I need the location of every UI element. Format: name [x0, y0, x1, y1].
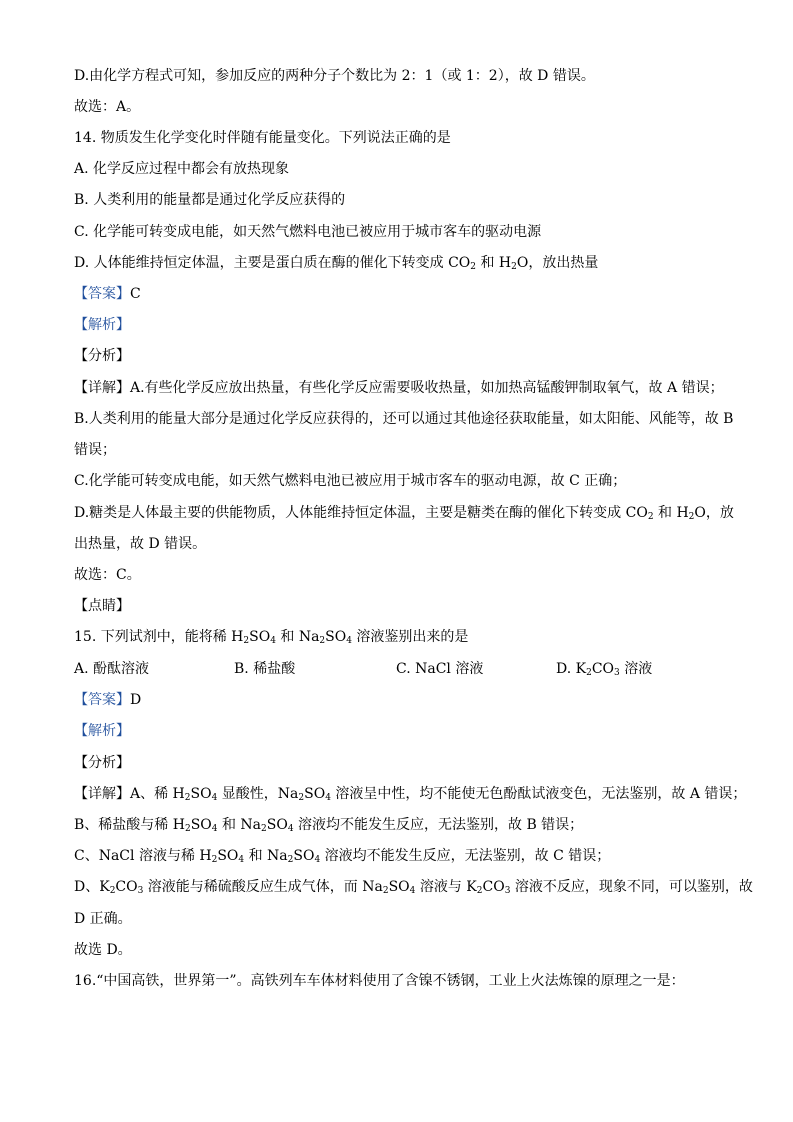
explanation-line: 【详解】A.有些化学反应放出热量，有些化学反应需要吸收热量，如加热高锰酸钾制取氧气，故 A 错误；: [74, 380, 724, 396]
detail-tag: 【详解】: [74, 380, 130, 396]
option-c: C. 化学能可转变成电能，如天然气燃料电池已被应用于城市客车的驱动电源: [74, 224, 542, 240]
explanation-line: 出热量，故 D 错误。: [74, 536, 207, 552]
text-line: 故选：A。: [74, 99, 141, 115]
explanation-line: 错误；: [74, 442, 116, 458]
explanation-line: D.糖类是人体最主要的供能物质，人体能维持恒定体温，主要是糖类在酶的催化下转变成 $CO_2$ 和 $H_2O$，放: [74, 505, 734, 522]
question-15-stem: 15. 下列试剂中，能将稀 $H_2SO_4$ 和 $Na_2SO_4$ 溶液鉴别出来的是: [74, 629, 469, 646]
answer-line: 【答案】C: [74, 286, 141, 302]
explanation-line: 【详解】A、稀 $H_2SO_4$ 显酸性，$Na_2SO_4$ 溶液呈中性，均不能使无色酚酞试液变色，无法鉴别，故 A 错误；: [74, 786, 747, 803]
explanation-line: D 正确。: [74, 911, 132, 927]
fenxi-tag: 【分析】: [74, 755, 130, 771]
option-a: A. 化学反应过程中都会有放热现象: [74, 161, 290, 177]
option-d: D. $K_2CO_3$ 溶液: [556, 661, 653, 678]
explanation-line: B.人类利用的能量大部分是通过化学反应获得的，还可以通过其他途径获取能量，如太阳能、风能等，故 B: [74, 411, 734, 427]
answer-tag: 【答案】: [74, 692, 130, 708]
fenxi-tag: 【分析】: [74, 348, 130, 364]
option-b: B. 人类利用的能量都是通过化学反应获得的: [74, 192, 346, 208]
explanation-line: B、稀盐酸与稀 $H_2SO_4$ 和 $Na_2SO_4$ 溶液均不能发生反应，无法鉴别，故 B 错误；: [74, 817, 584, 834]
dianjing-tag: 【点睛】: [74, 598, 130, 614]
option-d: D. 人体能维持恒定体温，主要是蛋白质在酶的催化下转变成 $CO_2$ 和 $H_2O$，放出热量: [74, 255, 599, 272]
option-b: B. 稀盐酸: [234, 661, 296, 677]
text-line: D.由化学方程式可知，参加反应的两种分子个数比为 2：1（或 1：2），故 D 错误。: [74, 68, 595, 84]
question-16-stem: 16.“中国高铁，世界第一”。高铁列车车体材料使用了含镍不锈钢，工业上火法炼镍的原理之一是：: [74, 973, 685, 989]
text-line: 故选 D。: [74, 942, 132, 958]
question-14-stem: 14. 物质发生化学变化时伴随有能量变化。下列说法正确的是: [74, 130, 451, 146]
answer-tag: 【答案】: [74, 286, 130, 302]
answer-line: 【答案】D: [74, 692, 142, 708]
analysis-tag: 【解析】: [74, 317, 130, 333]
option-a: A. 酚酞溶液: [74, 661, 150, 677]
explanation-line: D、$K_2CO_3$ 溶液能与稀硫酸反应生成气体，而 $Na_2SO_4$ 溶液与 $K_2CO_3$ 溶液不反应，现象不同，可以鉴别，故: [74, 879, 753, 896]
detail-tag: 【详解】: [74, 786, 130, 802]
text-line: 故选：C。: [74, 567, 141, 583]
analysis-tag: 【解析】: [74, 723, 130, 739]
explanation-line: C、NaCl 溶液与稀 $H_2SO_4$ 和 $Na_2SO_4$ 溶液均不能发生反应，无法鉴别，故 C 错误；: [74, 848, 611, 865]
option-c: C. NaCl 溶液: [396, 661, 484, 677]
explanation-line: C.化学能可转变成电能，如天然气燃料电池已被应用于城市客车的驱动电源，故 C 正确；: [74, 473, 627, 489]
